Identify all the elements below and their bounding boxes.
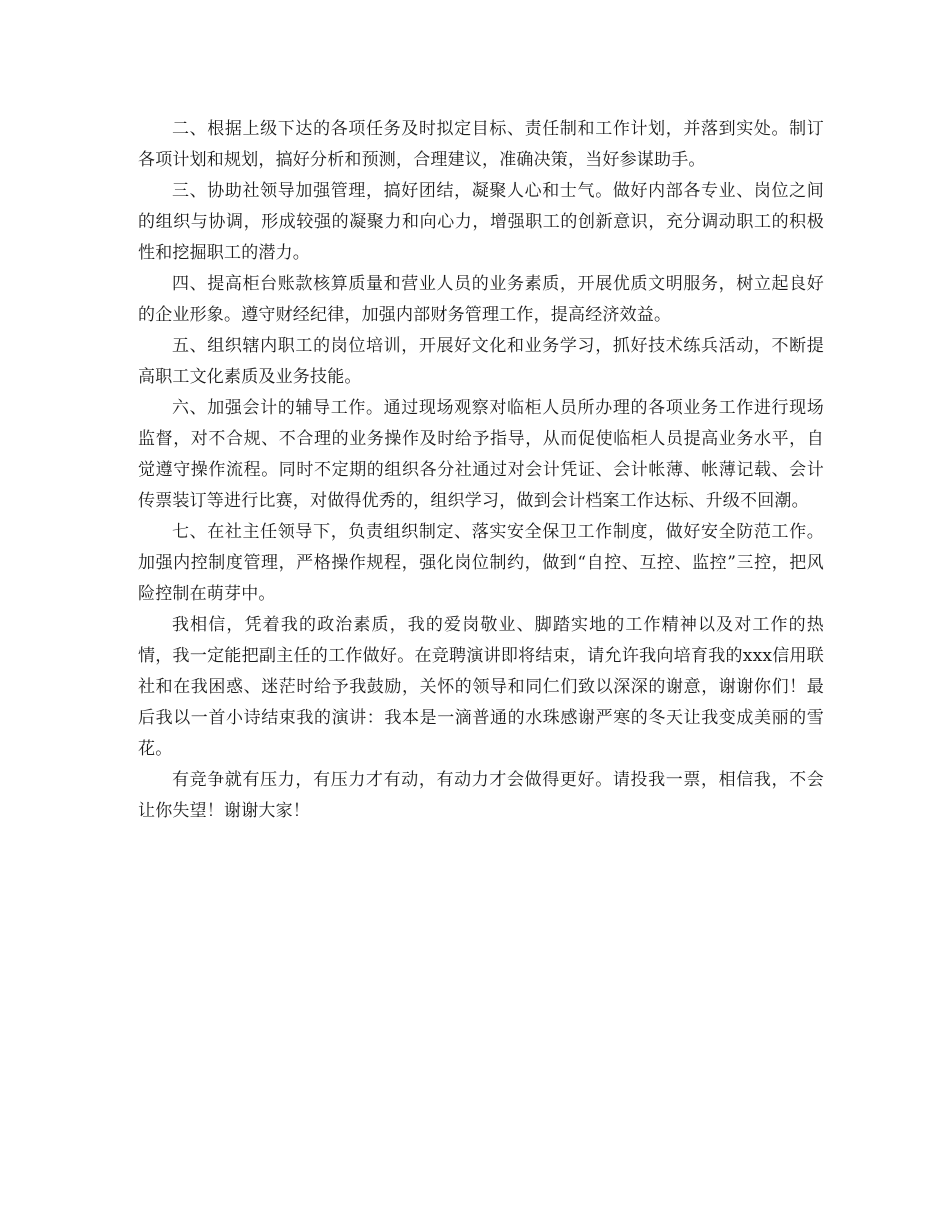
paragraph-final-appeal: 有竞争就有压力，有压力才有动，有动力才会做得更好。请投我一票，相信我，不会让你失望！谢谢大家！ (138, 770, 824, 821)
paragraph-6: 六、加强会计的辅导工作。通过现场观察对临柜人员所办理的各项业务工作进行现场监督，对不合规、不合理的业务操作及时给予指导，从而促使临柜人员提高业务水平，自觉遵守操作流程。同时不定期的组织各分社通过对会计凭证、会计帐薄、帐薄记载、会计传票装订等进行比赛，对做得优秀的，组织学习，做到会计档案工作达标、升级不回潮。 (138, 398, 824, 511)
paragraph-4: 四、提高柜台账款核算质量和营业人员的业务素质，开展优质文明服务，树立起良好的企业形象。遵守财经纪律，加强内部财务管理工作，提高经济效益。 (138, 274, 824, 325)
paragraph-3: 三、协助社领导加强管理，搞好团结，凝聚人心和士气。做好内部各专业、岗位之间的组织与协调，形成较强的凝聚力和向心力，增强职工的创新意识，充分调动职工的积极性和挖掘职工的潜力。 (138, 181, 824, 263)
paragraph-7: 七、在社主任领导下，负责组织制定、落实安全保卫工作制度，做好安全防范工作。加强内控制度管理，严格操作规程，强化岗位制约，做到“自控、互控、监控”三控，把风险控制在萌芽中。 (138, 522, 824, 604)
paragraph-5: 五、组织辖内职工的岗位培训，开展好文化和业务学习，抓好技术练兵活动，不断提高职工文化素质及业务技能。 (138, 336, 824, 387)
paragraph-closing-thanks: 我相信，凭着我的政治素质，我的爱岗敬业、脚踏实地的工作精神以及对工作的热情，我一定能把副主任的工作做好。在竞聘演讲即将结束，请允许我向培育我的xxx信用联社和在我困惑、迷茫时给予我鼓励，关怀的领导和同仁们致以深深的谢意，谢谢你们！最后我以一首小诗结束我的演讲：我本是一滴普通的水珠感谢严寒的冬天让我变成美丽的雪花。 (138, 615, 824, 759)
document-body (138, 114, 824, 827)
paragraph-2: 二、根据上级下达的各项任务及时拟定目标、责任制和工作计划，并落到实处。制订各项计划和规划，搞好分析和预测，合理建议，准确决策，当好参谋助手。 (138, 119, 824, 170)
